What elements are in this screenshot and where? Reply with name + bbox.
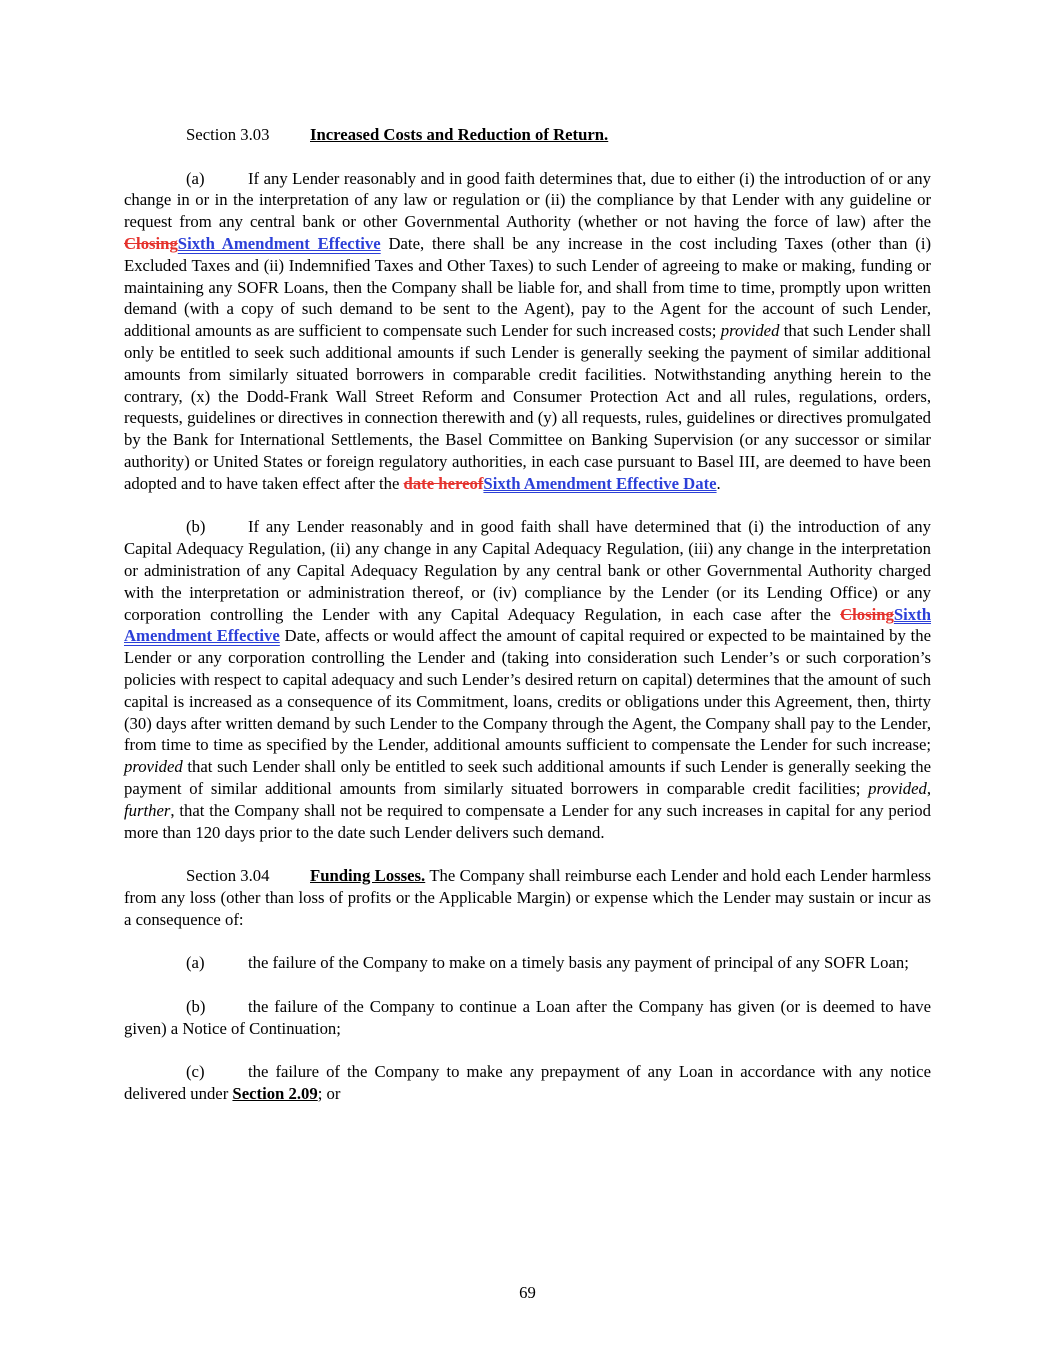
paragraph-label: (b) — [186, 517, 206, 537]
section-number: Section 3.03 — [186, 125, 270, 144]
section-3-03-paragraph-a: (a) If any Lender reasonably and in good faith determines that, due to either (i) the introduction of or any change in or in the interpretation of any law or regulation or (ii) the compliance by that Lender with any guideline or request from any central bank or other Governmental Authority (whether or not having the force of law) after the ClosingSixth Amendment Effective Date, there shall be any increase in the cost including Taxes (other than (i) Excluded Taxes and (ii) Indemnified Taxes and Other Taxes) to such Lender of agreeing to make or making, funding or maintaining any SOFR Loans, then the Company shall be liable for, and shall from time to time, promptly upon written demand (with a copy of such demand to be sent to the Agent), pay to the Agent for the account of such Lender, additional amounts as are sufficient to compensate such Lender for such increased costs; provided that such Lender shall only be entitled to seek such additional amounts if such Lender is generally seeking the payment of similar additional amounts from similarly situated borrowers in comparable credit facilities. Notwithstanding anything herein to the contrary, (x) the Dodd-Frank Wall Street Reform and Consumer Protection Act and all rules, regulations, orders, requests, guidelines or directives in connection therewith and (y) all requests, rules, guidelines or directives promulgated by the Bank for International Settlements, the Basel Committee on Banking Supervision (or any successor or similar authority) or United States or foreign regulatory authorities, in each case pursuant to Basel III, are deemed to have been adopted and to have taken effect after the date hereofSixth Amendment Effective Date. — [124, 168, 932, 493]
item-label: (a) — [186, 953, 205, 973]
deleted-text: date hereof — [403, 473, 484, 493]
section-title: Increased Costs and Reduction of Return. — [310, 125, 609, 144]
section-3-04-item-c: (c) the failure of the Company to make any prepayment of any Loan in accordance with any notice delivered under Section 2.09; or — [124, 1062, 931, 1104]
inserted-text: Sixth Amendment Effective Date — [483, 473, 717, 493]
paragraph-label: (a) — [186, 168, 205, 188]
item-label: (c) — [186, 1062, 205, 1082]
section-3-03-heading — [124, 124, 931, 146]
page-content — [124, 124, 931, 1127]
section-3-04-item-a: (a) the failure of the Company to make on a timely basis any payment of principal of any SOFR Loan; — [186, 953, 909, 973]
inserted-text: Sixth Amendment Effective — [177, 233, 381, 253]
item-label: (b) — [186, 996, 206, 1016]
page-number: 69 — [519, 1283, 536, 1302]
section-3-04-paragraph: Section 3.04 Funding Losses. The Company shall reimburse each Lender and hold each Lender harmless from any loss (other than loss of profits or the Applicable Margin) or expense which the Lender may sustain or incur as a consequence of: — [124, 866, 931, 929]
section-3-03-paragraph-b: (b) If any Lender reasonably and in good faith shall have determined that (i) the introduction of any Capital Adequacy Regulation, (ii) any change in any Capital Adequacy Regulation, (iii) any change in the interpretation or administration of any Capital Adequacy Regulation by any central bank or other Governmental Authority charged with the interpretation or administration thereof, or (iv) compliance by the Lender (or its Lending Office) or any corporation controlling the Lender with any Capital Adequacy Regulation, in each case after the ClosingSixth Amendment Effective Date, affects or would affect the amount of capital required or expected to be maintained by the Lender or any corporation controlling the Lender and (taking into consideration such Lender’s or such corporation’s policies with respect to capital adequacy and such Lender’s desired return on capital) determines that the amount of such capital is increased as a consequence of its Commitment, loans, credits or obligations under this Agreement, then, thirty (30) days after written demand by such Lender to the Company through the Agent, the Company shall pay to the Lender, from time to time as specified by the Lender, additional amounts sufficient to compensate the Lender for such increase; provided that such Lender shall only be entitled to seek such additional amounts if such Lender is generally seeking the payment of similar additional amounts from similarly situated borrowers in comparable credit facilities; provided, further, that the Company shall not be required to compensate a Lender for any such increases in capital for any period more than 120 days prior to the date such Lender delivers such demand. — [124, 517, 931, 842]
inserted-text: Sixth Amendment Effective — [124, 604, 931, 646]
deleted-text: Closing — [124, 233, 178, 253]
section-reference: Section 2.09 — [232, 1084, 318, 1104]
section-3-04-item-b: (b) the failure of the Company to continue a Loan after the Company has given (or is deemed to have given) a Notice of Continuation; — [124, 996, 931, 1038]
section-number: Section 3.04 — [186, 866, 270, 886]
deleted-text: Closing — [840, 604, 894, 624]
section-title: Funding Losses. — [310, 866, 426, 886]
